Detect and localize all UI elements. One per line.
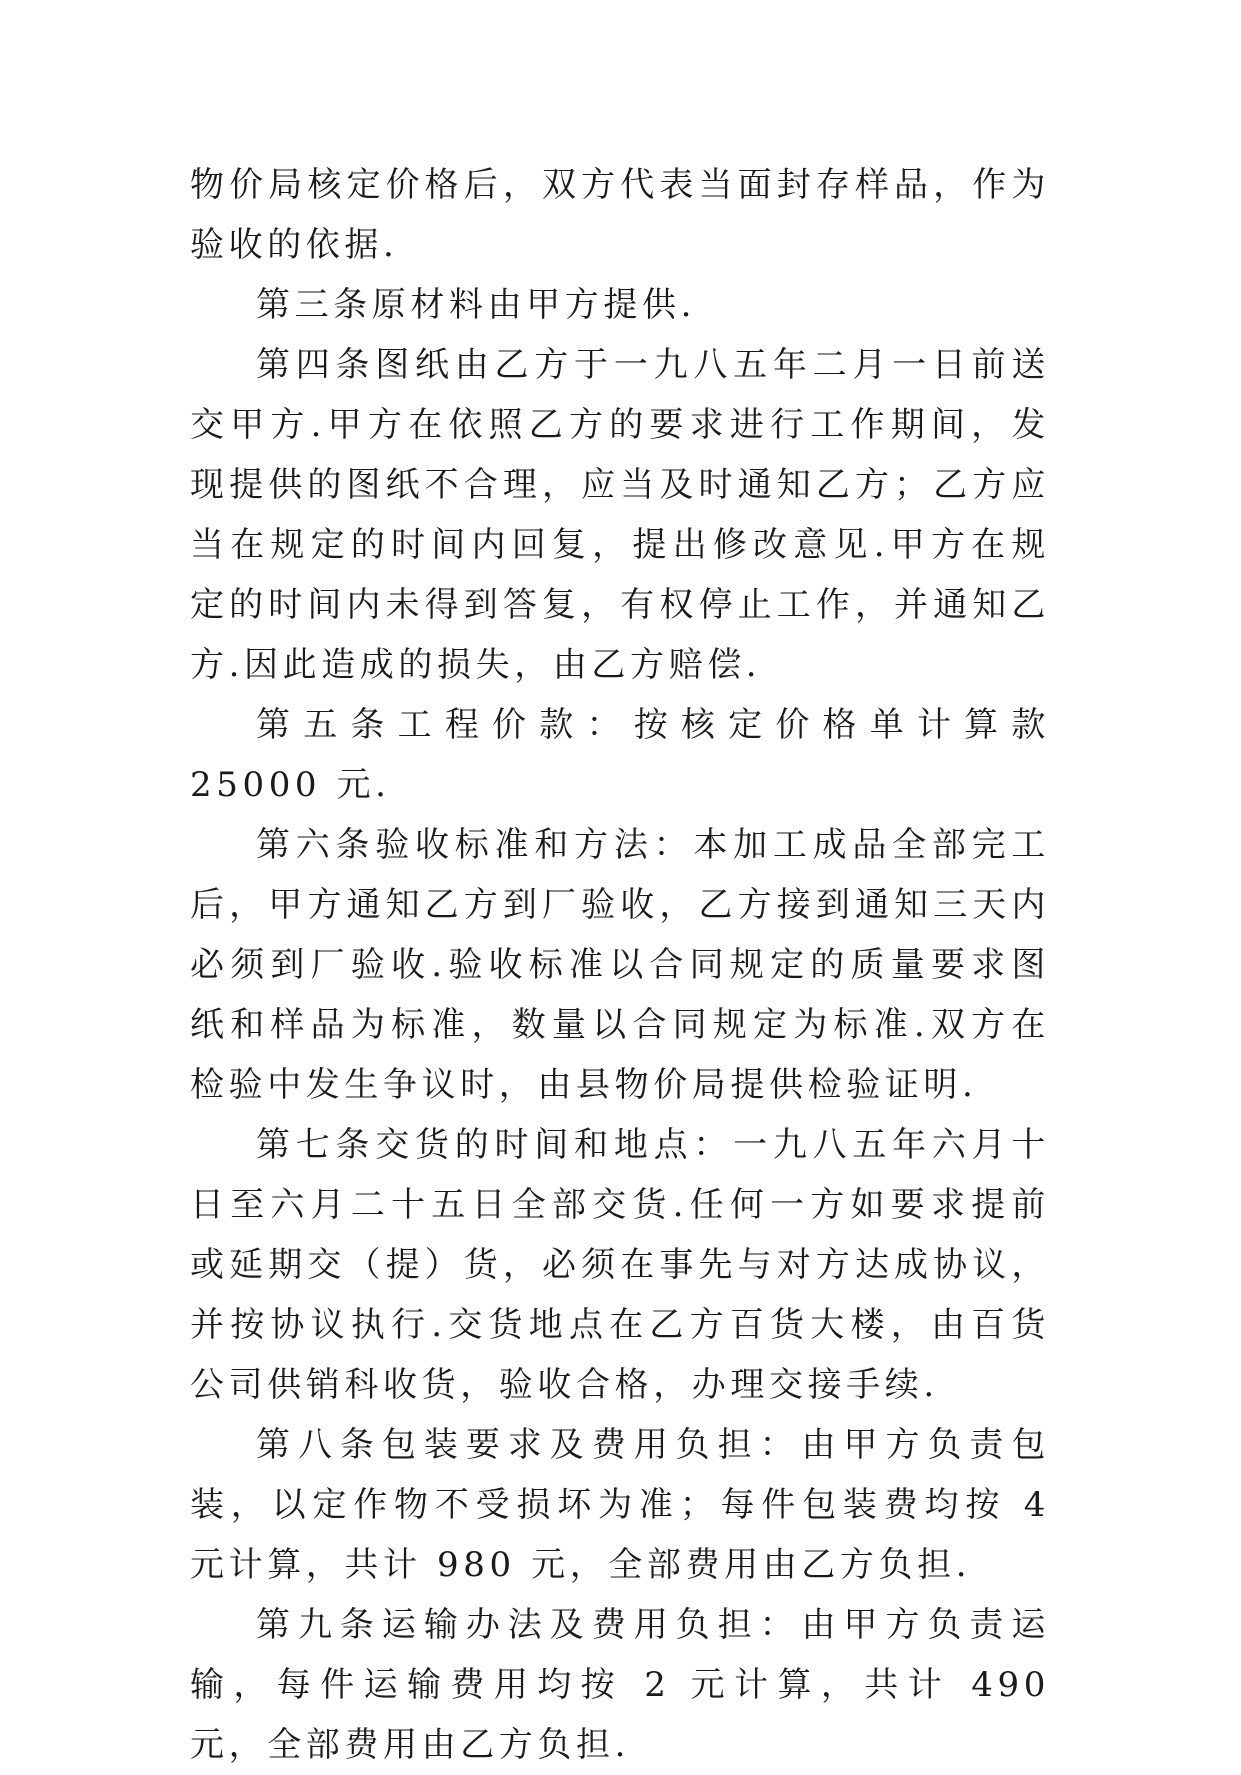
document-body (190, 155, 1050, 1775)
paragraph-article-7: 第七条交货的时间和地点：一九八五年六月十日至六月二十五日全部交货.任何一方如要求提前或延期交（提）货，必须在事先与对方达成协议，并按协议执行.交货地点在乙方百货大楼，由百货公司供销科收货，验收合格，办理交接手续. (190, 1125, 1050, 1405)
paragraph-article-4: 第四条图纸由乙方于一九八五年二月一日前送交甲方.甲方在依照乙方的要求进行工作期间，发现提供的图纸不合理，应当及时通知乙方；乙方应当在规定的时间内回复，提出修改意见.甲方在规定的时间内未得到答复，有权停止工作，并通知乙方.因此造成的损失，由乙方赔偿. (190, 345, 1050, 685)
paragraph-article-8: 第八条包装要求及费用负担：由甲方负责包装，以定作物不受损坏为准；每件包装费均按 4 元计算，共计 980 元，全部费用由乙方负担. (190, 1425, 1050, 1585)
paragraph-continuation: 物价局核定价格后，双方代表当面封存样品，作为验收的依据. (190, 165, 1050, 265)
paragraph-article-6: 第六条验收标准和方法：本加工成品全部完工后，甲方通知乙方到厂验收，乙方接到通知三天内必须到厂验收.验收标准以合同规定的质量要求图纸和样品为标准，数量以合同规定为标准.双方在检验中发生争议时，由县物价局提供检验证明. (190, 825, 1050, 1105)
paragraph-article-5: 第五条工程价款：按核定价格单计算款 25000 元. (190, 705, 1050, 805)
paragraph-article-9: 第九条运输办法及费用负担：由甲方负责运输，每件运输费用均按 2 元计算，共计 490 元，全部费用由乙方负担. (190, 1605, 1050, 1765)
paragraph-article-3: 第三条原材料由甲方提供. (256, 285, 697, 325)
